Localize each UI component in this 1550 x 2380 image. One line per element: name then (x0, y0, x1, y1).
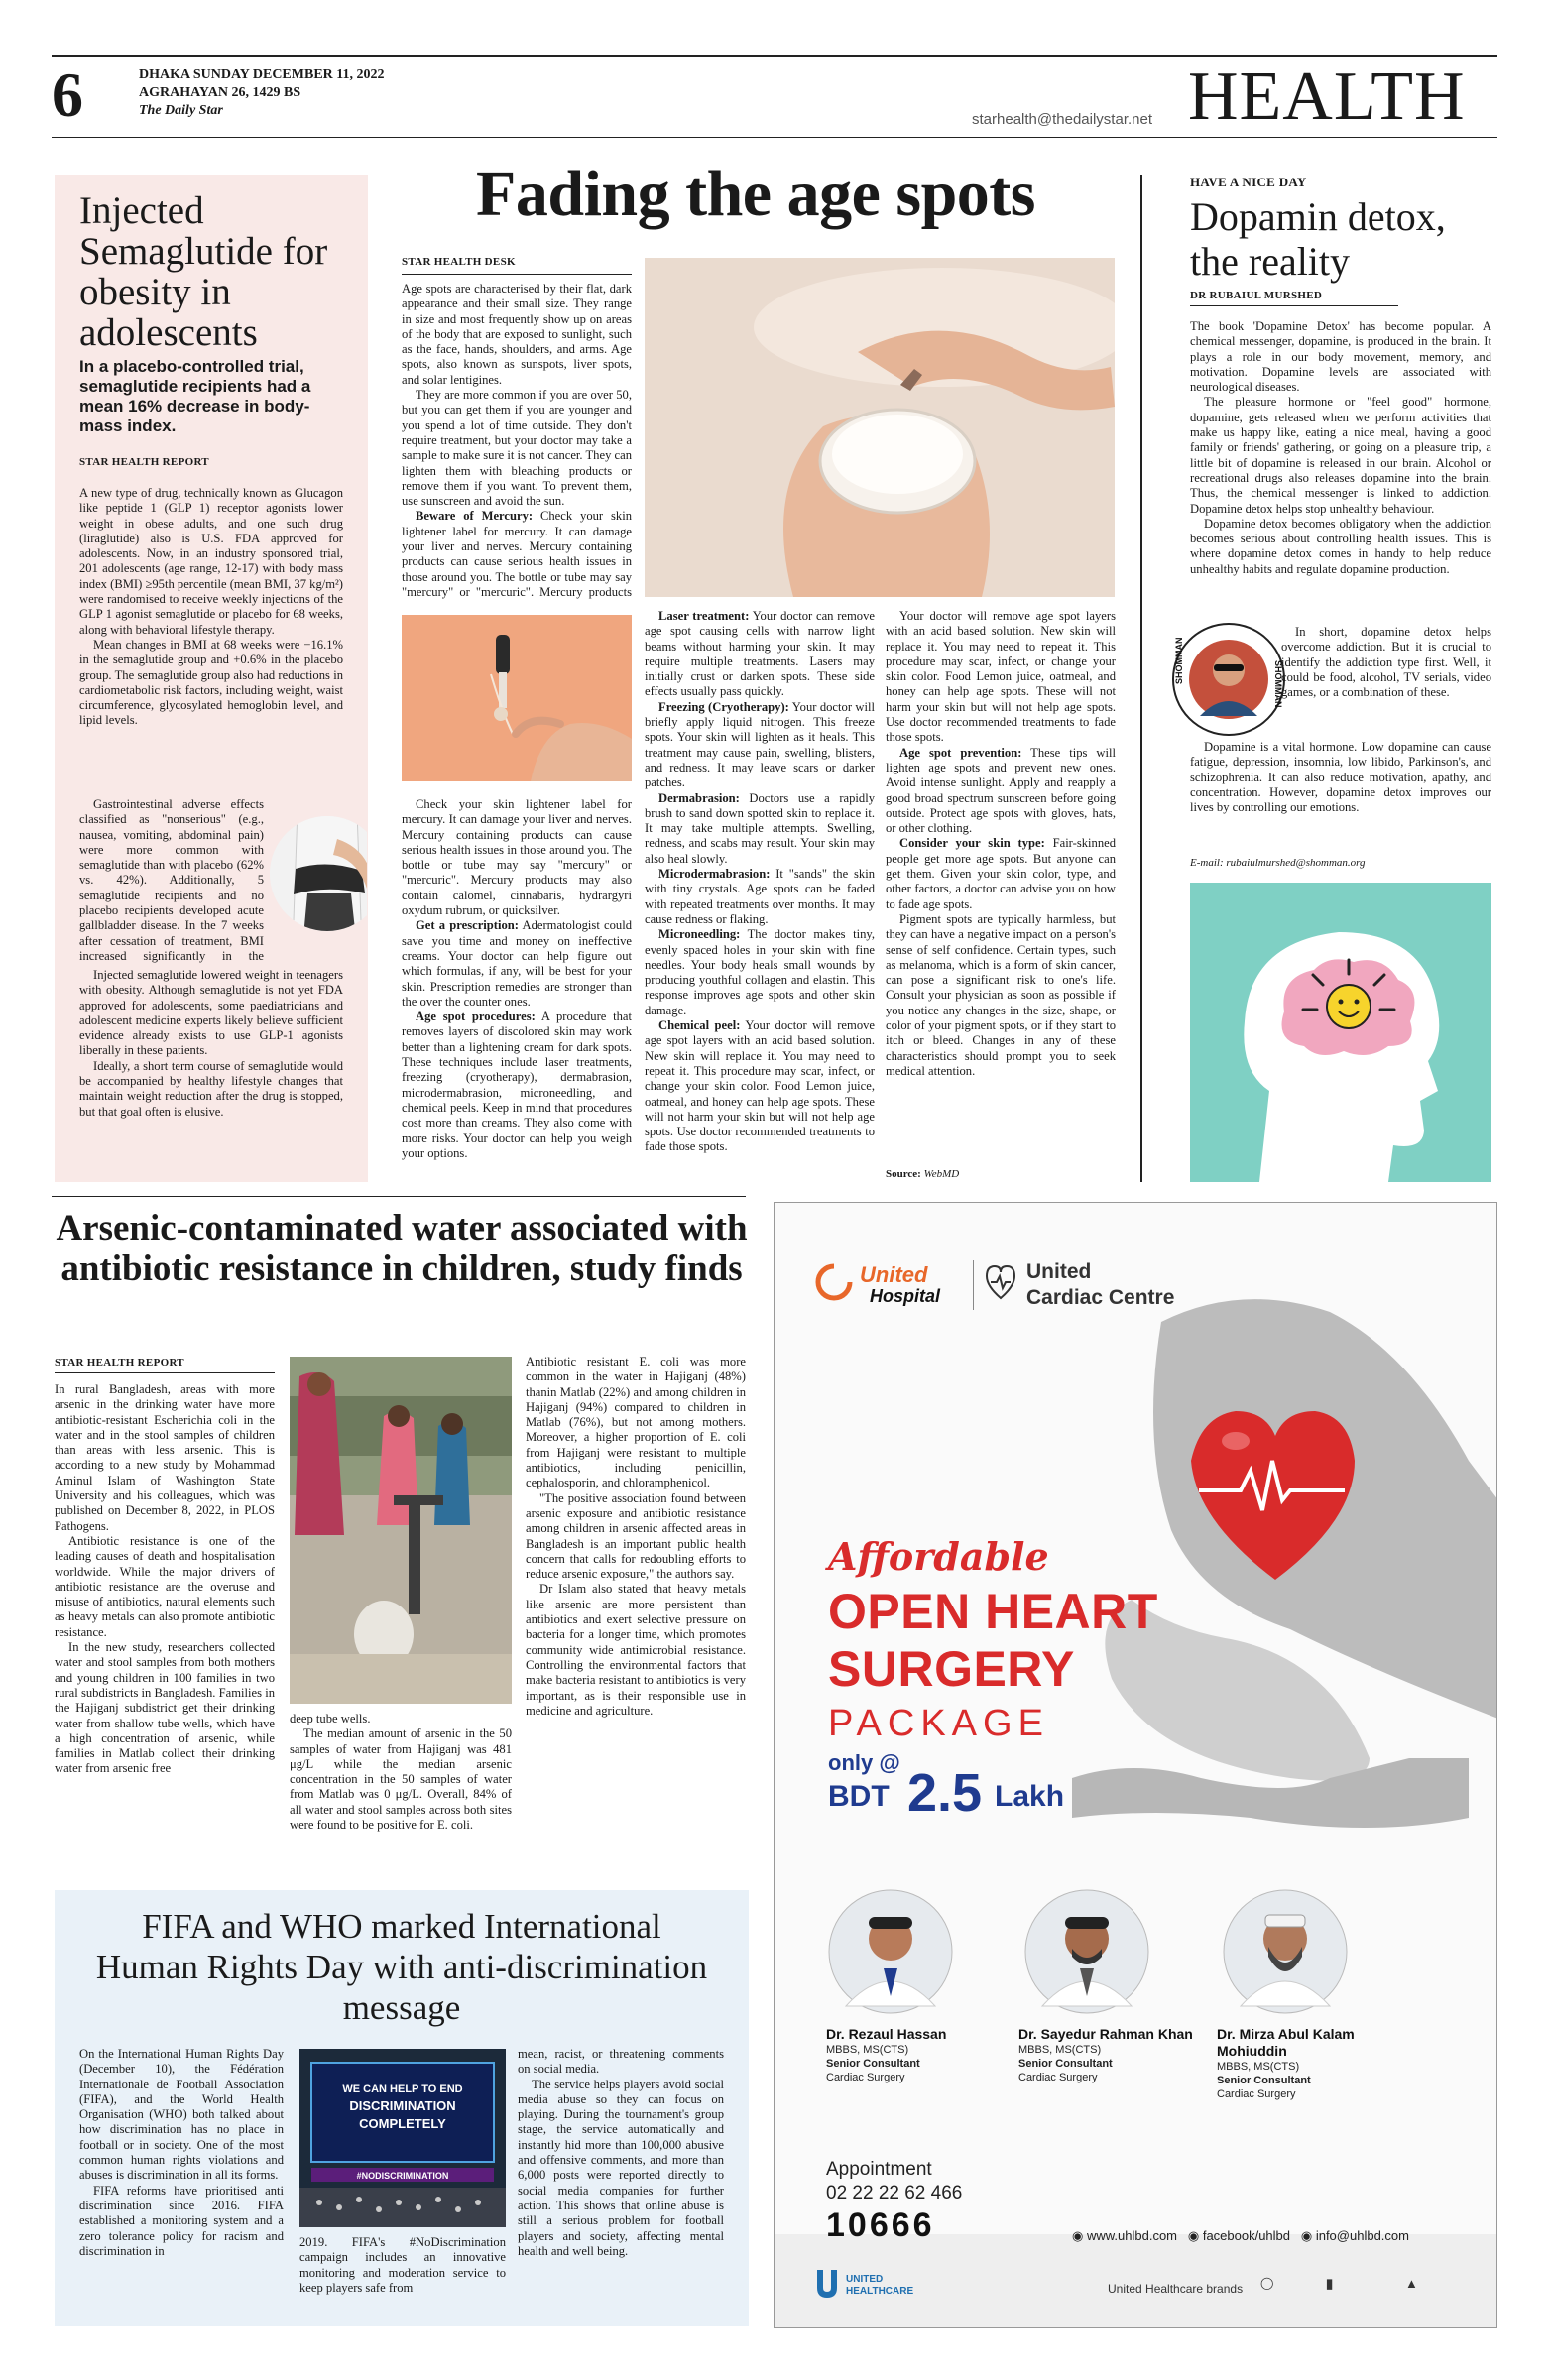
hospital-ad[interactable] (774, 1202, 1497, 2328)
email-link[interactable]: info@uhlbd.com (1315, 2228, 1409, 2243)
dopamine-body-top (1190, 319, 1491, 623)
agespots-source (886, 1168, 959, 1180)
ad-price: 2.5 (907, 1763, 983, 1823)
subhead: Microneedling: (658, 927, 741, 942)
doctor-name: Dr. Sayedur Rahman Khan (1018, 2026, 1193, 2042)
dopamine-email[interactable]: E-mail: rubaiulmurshed@shomman.org (1190, 857, 1366, 869)
screen-line-1: WE CAN HELP TO END (342, 2083, 463, 2095)
paragraph (886, 609, 1116, 746)
paragraph: Age spots are characterised by their flat, dark appearance and their small size. They range in size and most frequently show up on areas of the body that are exposed to sunlight, such as the face, hands, shoulders, and arms. Age spots, also known as sunspots, liver spots, and solar lentigines. (402, 282, 632, 387)
paragraph: mean, racist, or threatening comments on social media. (518, 2047, 724, 2077)
paragraph: Ideally, a short term course of semaglutide would be accompanied by healthy lifestyle changes that maintain weight reduction after the drug is stopped, but that goal often is elusive. (79, 1058, 343, 1119)
waist-photo (268, 799, 367, 948)
facebook-link[interactable]: facebook/uhlbd (1202, 2228, 1291, 2243)
subhead: Microdermabrasion: (658, 867, 771, 882)
doctor-card-2 (1018, 2026, 1197, 2084)
masthead-bottom-rule (52, 137, 1497, 138)
brand-logo-medix: ▮ (1326, 2276, 1334, 2291)
dopamine-byline: DR RUBAIUL MURSHED (1190, 290, 1323, 301)
byline-rule (402, 274, 632, 275)
cardiac-centre-icon (983, 1262, 1018, 1302)
agespots-col2 (645, 609, 875, 1182)
badge-text-right: SHOMMAN (1273, 660, 1283, 708)
byline-rule (55, 1372, 275, 1373)
dopamine-title: Dopamin detox, the reality (1190, 194, 1446, 284)
fifa-title: FIFA and WHO marked International Human Rights Day with anti-discrimination message (95, 1907, 708, 2027)
badge-text-left: SHOMMAN (1174, 637, 1184, 684)
ad-price-currency: BDT (828, 1780, 890, 1813)
semaglutide-dek: In a placebo-controlled trial, semaglutide recipients had a mean 16% decrease in body-mass index. (79, 357, 311, 435)
doctor-dept: Cardiac Surgery (1217, 2088, 1296, 2100)
doctor-name: Dr. Mirza Abul Kalam Mohiuddin (1217, 2026, 1355, 2059)
ad-only: only @ (828, 1750, 900, 1775)
united-hospital-logo (814, 1262, 854, 1302)
doctor-name: Dr. Rezaul Hassan (826, 2026, 947, 2042)
paragraph: deep tube wells. (290, 1712, 371, 1726)
paragraph: Mean changes in BMI at 68 weeks were −16.1% in the semaglutide group and +0.6% in the placebo group. The semaglutide group also had reductions in cardiometabolic risk factors, including weight, waist circumference, glycosylated hemoglobin level, and lipid levels. (79, 637, 343, 728)
semaglutide-body-top (79, 486, 343, 795)
paragraph-text: Check your skin lightener label for mercury. It can damage your liver and nerves. Mercury containing products can cause serious health issues in those around you. The bottle or tube may say "mercury" or "mercuric". Mercury products may also contain calomel, cinnabaris, hydrargyri oxydum rubrum, or quicksilver. (402, 797, 632, 918)
paragraph: Antibiotic resistance is one of the leading causes of death and hospitalisation worldwide. While the major drivers of antibiotic resistance are the overuse and misuse of antibiotics, natural elements such as heavy metals can also promote antibiotic resistance. (55, 1533, 275, 1639)
doctor-title: Senior Consultant (1217, 2075, 1311, 2086)
dopamine-body-wrap (1281, 625, 1491, 740)
stadium-screen-photo (299, 2049, 506, 2227)
logo-divider (973, 1260, 974, 1310)
website-link[interactable]: www.uhlbd.com (1086, 2228, 1178, 2243)
mail-icon: ◉ (1300, 2228, 1313, 2243)
paragraph (645, 791, 875, 867)
ad-contacts (1072, 2228, 1409, 2244)
paragraph: In the new study, researchers collected water and stool samples from both mothers and young children in 100 families in two rural subdistricts in Bangladesh. Families in the Hajiganj subdistrict get their drinking water from shallow tube wells, which have a high concentration of arsenic, while families in Matlab collect their drinking water from arsenic free (55, 1640, 275, 1776)
brain-illustration (1190, 883, 1491, 1182)
screen-line-2: DISCRIMINATION (349, 2098, 456, 2113)
semaglutide-byline: STAR HEALTH REPORT (79, 456, 209, 468)
section-title: HEALTH (1188, 59, 1466, 135)
paragraph (645, 1018, 875, 1155)
paragraph-text: A procedure that removes layers of discolored skin may work better than a lightening cream for dark spots. These techniques include laser treatments, freezing (cryotherapy), dermabrasion, microdermabrasion, microneedling, and chemical peels. Keep in mind that procedures cost more than creams. They also come with more risks. Your doctor can help you weigh your options. (402, 1010, 632, 1160)
tubewell-photo (290, 1357, 512, 1704)
paragraph (402, 797, 632, 918)
paragraph: Dopamine detox becomes obligatory when the addiction becomes serious about controlling health issues. This is where dopamine detox comes in handy to help reduce unhealthy habits and regulate dopamine production. (1190, 516, 1491, 576)
paragraph: Antibiotic resistant E. coli was more common in the water in Hajiganj (48%) thanin Matlab (22%) and among children in Hajiganj (94%) compared to children in Matlab (76%), but not among mothers. Moreover, a higher proportion of E. coli from Hajiganj were resistant to multiple antibiotics, including penicillin, cephalosporin, and chloramphenicol. (526, 1355, 746, 1490)
dopamine-kicker: HAVE A NICE DAY (1190, 175, 1307, 189)
screen-line-3: COMPLETELY (359, 2116, 446, 2131)
paragraph-text: Your doctor will briefly apply liquid nitrogen. This freeze spots. Your skin will lighten as it heals. This treatment may cause pain, swelling, blisters, and redness. It may leave scars or darker patches. (645, 699, 875, 790)
doctor-title: Senior Consultant (1018, 2058, 1113, 2070)
dateline-bn: AGRAHAYAN 26, 1429 BS (139, 85, 301, 100)
globe-icon: ◉ (1072, 2228, 1084, 2243)
ad-price-unit: Lakh (995, 1780, 1065, 1813)
cream-photo (645, 258, 1115, 597)
logo-right-2: Cardiac Centre (1026, 1286, 1175, 1309)
footer-brands-label: United Healthcare brands (1108, 2282, 1244, 2296)
paper-logo: The Daily Star (139, 103, 223, 118)
logo-left-1: United (860, 1262, 928, 1287)
paragraph: Injected semaglutide lowered weight in teenagers with obesity. Although semaglutide is not yet FDA approved for adolescents, some paediatricians and adolescent medicine experts likely believe sufficient evidence already exists to use GLP-1 agonists liberally in these patients. (79, 968, 343, 1058)
fifa-col1 (79, 2047, 284, 2315)
paragraph-text: Your doctor can remove age spot causing cells with narrow light beams without harming your skin. It may require multiple treatments. Lasers may initially crust or darken spots. These side effects usually pass quickly. (645, 609, 875, 699)
hotline[interactable]: 10666 (826, 2206, 935, 2244)
paragraph (645, 700, 875, 791)
column-divider (1140, 175, 1142, 1182)
fifa-col3 (518, 2047, 724, 2315)
paragraph: The book 'Dopamine Detox' has become popular. A chemical messenger, dopamine, is produced in the brain. It plays a role in our body movement, memory, and motivation. Dopamine levels are associated with neurological diseases. (1190, 319, 1491, 395)
section-email[interactable]: starhealth@thedailystar.net (972, 111, 1152, 128)
paragraph (886, 836, 1116, 911)
subhead: Age spot prevention: (899, 745, 1022, 760)
paragraph: Dr Islam also stated that heavy metals like arsenic are more persistent than antibiotics and exert selective pressure on bacteria for a longer time, which promotes community wide antimicrobial resistance. Controlling the environmental factors that make bacteria resistant to antibiotics is very important, as is their responsible use in medicine and agriculture. (526, 1582, 746, 1718)
agespots-byline: STAR HEALTH DESK (402, 256, 516, 268)
byline-rule (1190, 305, 1398, 306)
doctor-photo-3 (1221, 1887, 1350, 2016)
paragraph-text: These tips will lighten age spots and prevent new ones. Avoid intense sunlight. Apply and reapply a good broad spectrum sunscreen before going outside. Protect age spots with gloves, hats, or other clothing. (886, 745, 1116, 836)
arsenic-col1 (55, 1382, 275, 1864)
paragraph: FIFA reforms have prioritised anti discrimination since 2016. FIFA established a monitoring system and a zero tolerance policy for racism and discrimination in (79, 2183, 284, 2258)
paragraph (402, 509, 632, 599)
arsenic-byline: STAR HEALTH REPORT (55, 1357, 184, 1368)
paragraph-text: Your doctor will remove age spot layers with an acid based solution. New skin will replace it. You may need to repeat it. This procedure may scar, infect, or change your skin color. Food Lemon juice, oatmeal, and honey can help age spots. These will not harm your skin but will not help age spots. Use doctor recommended treatments to fade those spots. (645, 1018, 875, 1154)
ad-package: PACKAGE (828, 1703, 1049, 1744)
dateline: DHAKA SUNDAY DECEMBER 11, 2022 (139, 67, 385, 82)
paragraph: Gastrointestinal adverse effects classified as "nonserious" (e.g., nausea, vomiting, abdominal pain) were more common with semaglutide than with placebo (62% vs. 42%). Additionally, 5 semaglutide recipients and no placebo recipients developed acute gallbladder disease. In the 7 weeks after cessation of treatment, BMI increased significantly in the (79, 797, 264, 963)
subhead: Freezing (Cryotherapy): (658, 699, 789, 714)
footer-brand: UNITED HEALTHCARE (846, 2274, 914, 2297)
doctor-dept: Cardiac Surgery (826, 2072, 905, 2083)
brand-logo-hospital: ▲ (1405, 2276, 1418, 2291)
top-rule (52, 55, 1497, 57)
page-number: 6 (52, 60, 83, 130)
doctor-degree: MBBS, MS(CTS) (1018, 2044, 1102, 2056)
dopamine-body-bottom (1190, 740, 1491, 843)
appointment-phone[interactable]: 02 22 22 62 466 (826, 2183, 963, 2203)
doctor-title: Senior Consultant (826, 2058, 920, 2070)
arsenic-col3 (526, 1355, 746, 1864)
subhead: Laser treatment: (658, 609, 750, 623)
paragraph: The service helps players avoid social media abuse so they can focus on playing. During the tournament's group stage, the service automatically and instantly hid more than 100,000 abusive and offensive comments, and more than 6,000 posts were reported directly to social media companies for further action. This shows that online abuse is still a serious problem for football players and society, affecting mental health and well being. (518, 2077, 724, 2258)
screen-tag: #NODISCRIMINATION (356, 2171, 449, 2181)
agespots-col3 (886, 609, 1116, 1158)
paragraph-text: Fair-skinned people get more age spots. But anyone can get them. Given your skin color, type, and other factors, a doctor can advise you on how to fade age spots. (886, 836, 1116, 911)
paragraph (645, 867, 875, 927)
paragraph: The pleasure hormone or "feel good" hormone, dopamine, gets released when we perform activities that make us happy like, eating a nice meal, having a good family or friends' gathering, or going on a pleasure trip, a little bit of dopamine is released in our brain. Alcohol or recreational drugs also releases dopamine into the brain. Thus, the chemical messenger is linked to addiction. Dopamine detox helps stop unhealthy behaviour. (1190, 395, 1491, 516)
logo-right-1: United (1026, 1260, 1092, 1283)
paragraph: "The positive association found between arsenic exposure and antibiotic resistance among children in arsenic affected areas in Bangladesh is an important public health concern that calls for redoubling efforts to reduce arsenic exposure," the authors say. (526, 1490, 746, 1582)
subhead: Dermabrasion: (658, 790, 740, 805)
appointment-label: Appointment (826, 2159, 932, 2180)
paragraph-text: The doctor makes tiny, evenly spaced holes in your skin with fine needles. Your body heals small wounds by producing youthful collagen and elastin. This response improves age spots and other skin damage. (645, 927, 875, 1017)
doctor-card-3 (1217, 2026, 1405, 2101)
doctor-card-1 (826, 2026, 1005, 2084)
author-badge (1170, 621, 1287, 738)
facebook-icon: ◉ (1187, 2228, 1200, 2243)
semaglutide-body-wrap (79, 797, 264, 966)
source-value: WebMD (923, 1168, 960, 1180)
paragraph-text: Doctors use a rapidly brush to sand down spotted skin to replace it. It may take multiple attempts. Swelling, redness, and scabs may result. Your skin may also heal slowly. (645, 790, 875, 866)
source-label: Source: (886, 1168, 921, 1180)
subhead: Age spot procedures: (416, 1010, 536, 1024)
paragraph: A new type of drug, technically known as Glucagon like peptide 1 (GLP 1) receptor agonists lower weight in obese adults, and one such drug (liraglutide) also is U.S. FDA approved for adolescents. Now, in an industry sponsored trial, 201 adolescents (age range, 12-17) with body mass index (BMI) ≥95th percentile (mean BMI, 37 kg/m²) were randomised to receive weekly injections of the GLP 1 agonist semaglutide or placebo for 68 weeks, along with behavioral lifestyle therapy. (79, 486, 343, 637)
paragraph-text: Your doctor will remove age spot layers with an acid based solution. New skin will replace it. You may need to repeat it. This procedure may scar, infect, or change your skin color. Food Lemon juice, oatmeal, and honey can help age spots. These will not harm your skin but will not help age spots. Use doctor recommended treatments to fade those spots. (886, 609, 1116, 745)
agespots-col1-bottom (402, 797, 632, 1182)
doctor-photo-1 (826, 1887, 955, 2016)
subhead: Consider your skin type: (899, 836, 1045, 851)
paragraph (402, 1010, 632, 1161)
ad-script: Affordable (828, 1534, 1049, 1579)
dropper-photo (402, 615, 632, 781)
paragraph: In short, dopamine detox helps overcome addiction. But it is crucial to identify the addiction type first. Well, it could be food, alcohol, TV serials, video games, or a combination of these. (1281, 625, 1491, 700)
paragraph (402, 918, 632, 1010)
paragraph (645, 927, 875, 1018)
paragraph: Pigment spots are typically harmless, but they can have a negative impact on a person's sense of self confidence. Certain types, such as melanoma, which is a form of skin cancer, can pose a significant risk to one's life. Consult your physician as soon as possible if you notice any changes in the size, shape, or color of your pigment spots, or if they start to itch or bleed. Changes in any of these characteristics should prompt you to seek medical attention. (886, 911, 1116, 1078)
section-rule (52, 1196, 746, 1197)
paragraph-text: Adermatologist could save you time and money on ineffective creams. Your doctor can help figure out which formulas, if any, will be best for your skin. Prescription remedies are stronger than the over the counter ones. (402, 918, 632, 1009)
paragraph: The median amount of arsenic in the 50 samples of water from Hajiganj was 481 μg/L while the median arsenic concentration in the 50 samples of water from Matlab was 0 μg/L. Overall, 84% of all water and stool samples across both sites were found to be positive for E. coli. (290, 1726, 512, 1833)
subhead: Chemical peel: (658, 1018, 741, 1033)
paragraph: Dopamine is a vital hormone. Low dopamine can cause fatigue, depression, insomnia, low libido, Parkinson's, and schizophrenia. It can also reduce motivation, apathy, and concentration. However, dopamine detox improves our lives by controlling our emotions. (1190, 740, 1491, 815)
brand-logo-united: ◯ (1260, 2276, 1274, 2290)
paragraph: In rural Bangladesh, areas with more arsenic in the drinking water have more antibiotic-resistant Escherichia coli in the water and in the stool samples of children than areas with less arsenic. This is according to a new study by Mohammad Aminul Islam of Washington State University and his colleagues, which was published on December 8, 2022, in PLOS Pathogens. (55, 1382, 275, 1533)
semaglutide-body-bottom (79, 968, 343, 1162)
subhead: Get a prescription: (416, 918, 519, 933)
doctor-photo-2 (1022, 1887, 1151, 2016)
arsenic-title: Arsenic-contaminated water associated with antibiotic resistance in children, study finds (56, 1208, 748, 1289)
paragraph-text: Check your skin lightener label for mercury. It can damage your liver and nerves. Mercury containing products can cause serious health issues in those around you. The bottle or tube may say "mercury" or "mercuric". Mercury products (402, 509, 632, 599)
united-healthcare-logo (814, 2268, 840, 2300)
logo-left-2: Hospital (870, 1286, 941, 1306)
paragraph (886, 746, 1116, 837)
semaglutide-title: Injected Semaglutide for obesity in adolescents (79, 189, 328, 354)
paragraph-text: It "sands" the skin with tiny crystals. Age spots can be faded with repeated treatments over months. It may cause redness or flaking. (645, 867, 875, 926)
doctor-degree: MBBS, MS(CTS) (826, 2044, 909, 2056)
agespots-title: Fading the age spots (476, 158, 1035, 230)
ad-headline-2: SURGERY (828, 1641, 1075, 1697)
doctor-dept: Cardiac Surgery (1018, 2072, 1098, 2083)
arsenic-col2 (290, 1712, 512, 1864)
fifa-col2 (299, 2235, 506, 2315)
paragraph: They are more common if you are over 50, but you can get them if you are younger and you spend a lot of time outside. They don't require treatment, but your doctor may take a sample to make sure it is not cancer. They can lighten them with bleaching products or remove them if you want. To prevent them, use sunscreen and avoid the sun. (402, 388, 632, 509)
paragraph (645, 609, 875, 700)
doctor-degree: MBBS, MS(CTS) (1217, 2061, 1300, 2073)
agespots-col1-top (402, 282, 632, 599)
subhead: Beware of Mercury: (416, 509, 534, 524)
paragraph: 2019. FIFA's #NoDiscrimination campaign includes an innovative monitoring and moderation service to keep players safe from (299, 2235, 506, 2295)
paragraph: On the International Human Rights Day (December 10), the Fédération Internationale de Football Association (FIFA), and the World Health Organisation (WHO) both talked about how discrimination has no place in football or in society. One of the most common human rights violations and abuses is discrimination in all its forms. (79, 2047, 284, 2183)
ad-headline-1: OPEN HEART (828, 1584, 1158, 1639)
